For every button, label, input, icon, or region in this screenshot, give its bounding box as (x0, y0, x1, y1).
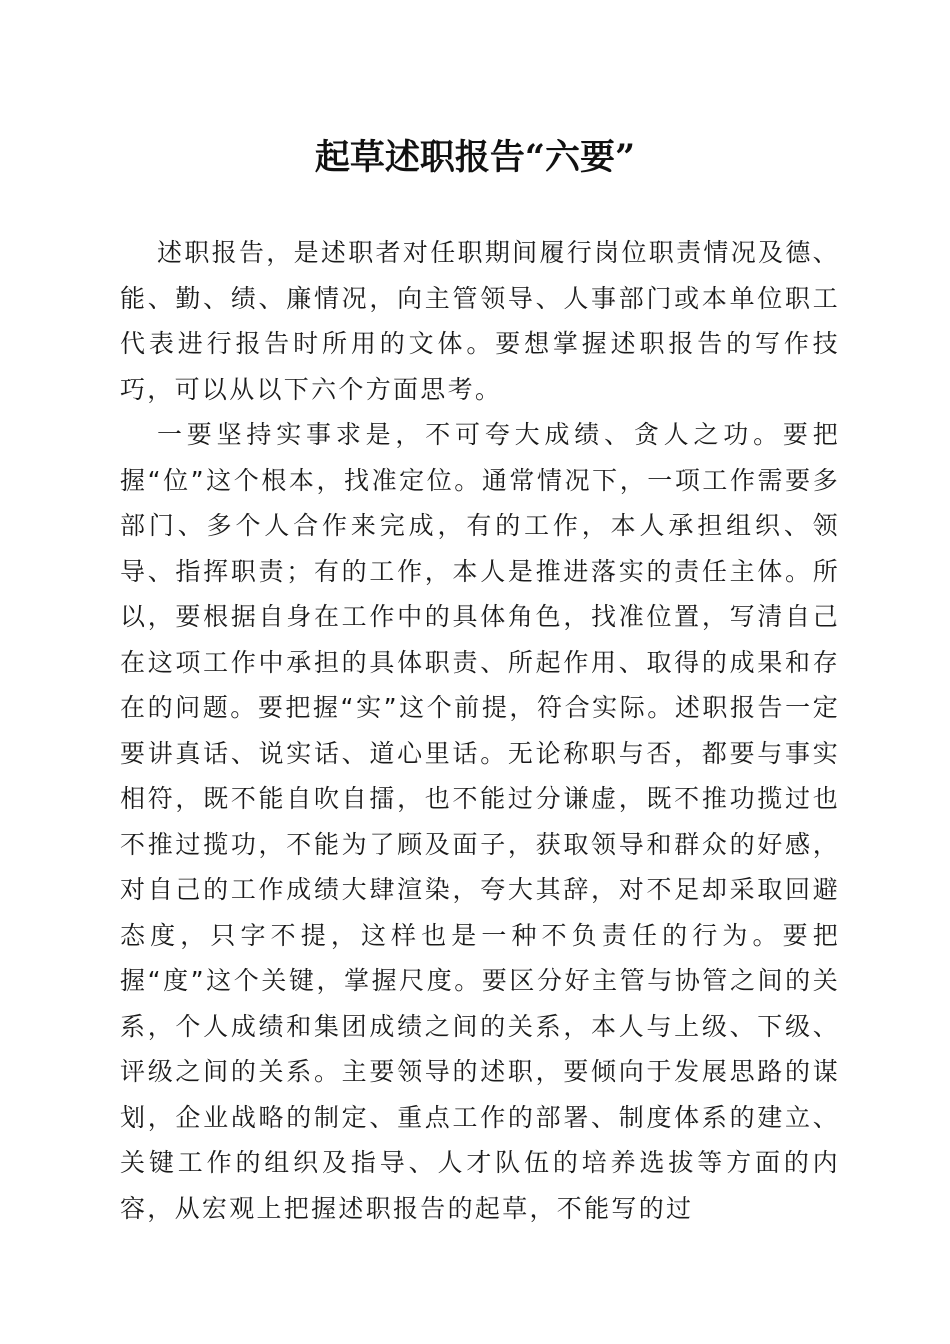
paragraph-intro: 述职报告，是述职者对任职期间履行岗位职责情况及德、能、勤、绩、廉情况，向主管领导、人事部门或本单位职工代表进行报告时所用的文体。要想掌握述职报告的写作技巧，可以从以下六个方面思考。 (120, 238, 840, 404)
document-body (120, 230, 840, 1231)
document-title: 起草述职报告“六要” (314, 137, 636, 178)
paragraph-point-one: 一要坚持实事求是，不可夸大成绩、贪人之功。要把握“位”这个根本，找准定位。通常情况下，一项工作需要多部门、多个人合作来完成，有的工作，本人承担组织、领导、指挥职责；有的工作，本人是推进落实的责任主体。所以，要根据自身在工作中的具体角色，找准位置，写清自己在这项工作中承担的具体职责、所起作用、取得的成果和存在的问题。要把握“实”这个前提，符合实际。述职报告一定要讲真话、说实话、道心里话。无论称职与否，都要与事实相符，既不能自吹自擂，也不能过分谦虚，既不推功揽过也不推过揽功，不能为了顾及面子，获取领导和群众的好感，对自己的工作成绩大肆渲染，夸大其辞，对不足却采取回避态度，只字不提，这样也是一种不负责任的行为。要把握“度”这个关键，掌握尺度。要区分好主管与协管之间的关系，个人成绩和集团成绩之间的关系，本人与上级、下级、评级之间的关系。主要领导的述职，要倾向于发展思路的谋划，企业战略的制定、重点工作的部署、制度体系的建立、关键工作的组织及指导、人才队伍的培养选拔等方面的内容，从宏观上把握述职报告的起草，不能写的过 (120, 420, 840, 1223)
